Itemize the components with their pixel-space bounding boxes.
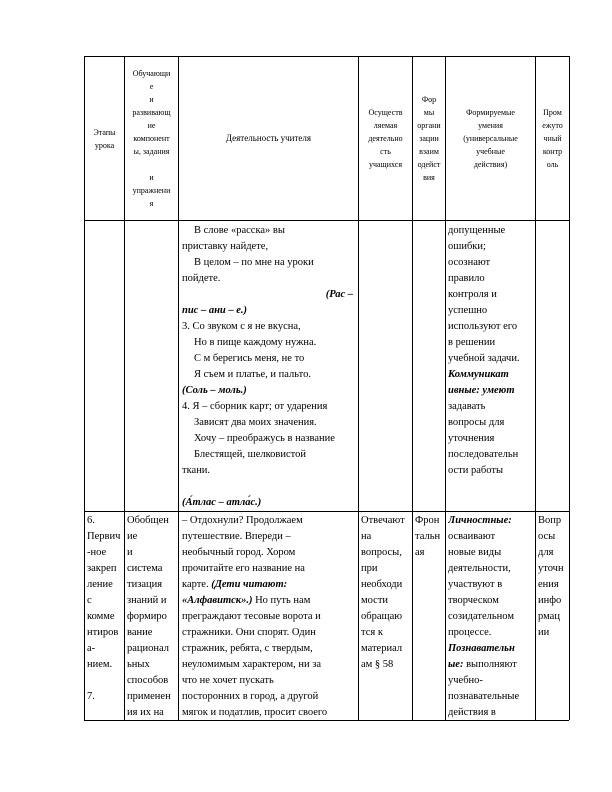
- text-line: [87, 673, 124, 689]
- text-line: упражнени: [132, 186, 171, 195]
- text-line: а-: [87, 643, 96, 654]
- row2-material: [127, 513, 178, 720]
- text-line: нием.: [87, 659, 113, 670]
- text-line: [132, 158, 170, 171]
- text-line: творческом: [448, 595, 499, 606]
- text-line: В целом – по мне на уроки: [194, 257, 314, 268]
- text-line: знаний и: [127, 595, 167, 606]
- text-line: комме: [87, 611, 115, 622]
- text-line: Формируемые: [466, 108, 515, 117]
- text-line: что не хочет пускать: [182, 675, 274, 686]
- text-line: стражники. Они спорят. Один: [182, 627, 316, 638]
- text-line: ошибки;: [448, 241, 486, 252]
- text-line: стражник, ребята, с твердым,: [182, 643, 313, 654]
- header-stage: [85, 57, 124, 220]
- text-line: действия в: [448, 707, 496, 718]
- text-line: правило: [448, 273, 485, 284]
- text-line: Вопр: [538, 515, 562, 526]
- text-line: ости работы: [448, 465, 504, 476]
- header-material: [125, 57, 178, 220]
- text-line: В слове «расска» вы: [194, 225, 285, 236]
- text-line: оль: [546, 160, 559, 169]
- text-line: развивающ: [132, 108, 171, 117]
- text-line: 7.: [87, 691, 95, 702]
- text-line: в решении: [448, 337, 496, 348]
- text-line: тся к: [361, 627, 383, 638]
- text-line: действия): [473, 160, 508, 169]
- text-line: одейст: [417, 160, 441, 169]
- text-line: чный: [543, 134, 562, 143]
- text-line: рмац: [538, 611, 560, 622]
- text-line: органи: [417, 121, 441, 130]
- text-line: нтиров: [87, 627, 119, 638]
- text-line: Коммуникат: [448, 369, 509, 380]
- text-line: Блестящей, шелковистой: [194, 449, 306, 460]
- text-line: вия: [423, 173, 435, 182]
- text-line: Фор: [421, 95, 437, 104]
- text-line: Отвечают: [361, 515, 405, 526]
- text-line: тальн: [415, 531, 441, 542]
- text-line: ивные: умеют: [448, 385, 515, 396]
- text-line: Зависят два моих значения.: [194, 417, 317, 428]
- row2-forms: [415, 513, 445, 720]
- text-line: учащихся: [368, 160, 402, 169]
- text-line: С м берегись меня, не то: [194, 353, 305, 364]
- text-line: ие: [147, 121, 156, 130]
- text-line: на: [361, 531, 372, 542]
- text-line: закреп: [87, 563, 117, 574]
- text-line: Первич: [87, 531, 121, 542]
- text-line: осознают: [448, 257, 491, 268]
- text-line: преграждают тесовые ворота и: [182, 611, 321, 622]
- row2-stage: [87, 513, 124, 720]
- text-line: инфо: [538, 595, 562, 606]
- text-line: учебно-: [448, 675, 483, 686]
- text-line: успешно: [448, 305, 488, 316]
- text-line: процессе.: [448, 627, 492, 638]
- text-line: ьных: [127, 659, 150, 670]
- text-line: применен: [127, 691, 171, 702]
- text-line: вопросы,: [361, 547, 402, 558]
- text-line: неуломимым характером, ни за: [182, 659, 322, 670]
- text-line: ляемая: [373, 121, 398, 130]
- text-line: контр: [542, 147, 563, 156]
- text-line: познавательные: [448, 691, 520, 702]
- text-line: путешествие. Впереди –: [182, 531, 291, 542]
- text-line: ия их на: [127, 707, 164, 718]
- text-line: Обучающи: [132, 69, 171, 78]
- text-line: и: [149, 173, 154, 182]
- text-line: новые виды: [448, 547, 502, 558]
- text-line: «Алфавитск».) Но путь нам: [182, 595, 311, 606]
- header-skills: [446, 57, 535, 220]
- text-line: Но в пище каждому нужна.: [194, 337, 317, 348]
- text-line: 3. Со звуком с я не вкусна,: [182, 321, 301, 332]
- text-line: Пром: [543, 108, 562, 117]
- text-line: ения: [538, 579, 559, 590]
- text-line: компонент: [133, 134, 170, 143]
- row2-teacher-activity: [182, 513, 358, 720]
- text-line: с: [87, 595, 92, 606]
- text-line: система: [127, 563, 163, 574]
- text-line: контроля и: [448, 289, 497, 300]
- text-line: ткани.: [182, 465, 211, 476]
- text-line: Обобщен: [127, 515, 169, 526]
- text-line: необычный город. Хором: [182, 547, 296, 558]
- text-line: способов: [127, 675, 169, 686]
- text-line: сть: [380, 147, 391, 156]
- row2-control: [538, 513, 569, 720]
- text-line: Фрон: [415, 515, 440, 526]
- text-line: используют его: [448, 321, 518, 332]
- text-line: прочитайте его название на: [182, 563, 305, 574]
- text-line: (Рас –: [325, 289, 353, 300]
- text-line: рационал: [127, 643, 170, 654]
- text-line: формиро: [127, 611, 167, 622]
- text-line: ые: выполняют: [448, 659, 517, 670]
- text-line: взаим: [419, 147, 439, 156]
- text-line: учебные: [476, 147, 505, 156]
- header-teacher: [179, 57, 358, 220]
- text-line: урока: [94, 140, 115, 150]
- text-line: ление: [87, 579, 113, 590]
- text-line: необходи: [361, 579, 403, 590]
- row2-skills: [448, 513, 535, 720]
- text-line: осваивают: [448, 531, 496, 542]
- text-line: пис – ани – е.): [182, 305, 248, 316]
- text-line: деятельно: [368, 134, 403, 143]
- text-line: Личностные:: [448, 515, 512, 526]
- text-line: посторонних в город, а другой: [182, 691, 319, 702]
- text-line: Этапы: [93, 127, 116, 137]
- text-line: осы: [538, 531, 556, 542]
- text-line: пойдете.: [182, 273, 221, 284]
- grid-line: [84, 720, 569, 721]
- row2-student-activity: [361, 513, 412, 720]
- text-line: и: [127, 547, 133, 558]
- text-line: приставку найдете,: [182, 241, 269, 252]
- text-line: я: [149, 199, 154, 208]
- text-line: последовательн: [448, 449, 519, 460]
- text-line: учебной задачи.: [448, 353, 520, 364]
- text-line: [182, 479, 357, 495]
- text-line: Деятельность учителя: [225, 133, 312, 143]
- row1-teacher-activity: [182, 223, 357, 511]
- text-line: допущенные: [448, 225, 506, 236]
- text-line: для: [538, 547, 554, 558]
- text-line: и: [149, 95, 154, 104]
- text-line: ии: [538, 627, 550, 638]
- text-line: 4. Я – сборник карт; от ударения: [182, 401, 328, 412]
- text-line: ы, задания: [133, 147, 170, 156]
- text-line: обращаю: [361, 611, 403, 622]
- text-line: созидательном: [448, 611, 514, 622]
- text-line: тизация: [127, 579, 163, 590]
- text-line: ам § 58: [361, 659, 394, 670]
- text-line: 6.: [87, 515, 95, 526]
- text-line: (Соль – моль.): [182, 385, 247, 396]
- header-forms: [413, 57, 445, 220]
- grid-line: [569, 56, 570, 720]
- text-line: зации: [419, 134, 439, 143]
- text-line: Осуществ: [368, 108, 403, 117]
- text-line: материал: [361, 643, 403, 654]
- text-line: уточн: [538, 563, 564, 574]
- text-line: ая: [415, 547, 425, 558]
- text-line: уточнения: [448, 433, 495, 444]
- text-line: -ное: [87, 547, 107, 558]
- text-line: мы: [423, 108, 435, 117]
- text-line: е: [149, 82, 154, 91]
- text-line: (А́тлас – атла́с.): [182, 497, 262, 508]
- text-line: Хочу – преображусь в название: [194, 433, 335, 444]
- text-line: мости: [361, 595, 389, 606]
- text-line: задавать: [448, 401, 486, 412]
- grid-line: [84, 511, 569, 512]
- text-line: вание: [127, 627, 153, 638]
- text-line: (универсальные: [463, 134, 518, 143]
- text-line: вопросы для: [448, 417, 505, 428]
- header-control: [536, 57, 569, 220]
- text-line: Познавательн: [448, 643, 515, 654]
- text-line: Я съем и платье, и пальто.: [194, 369, 311, 380]
- header-student: [359, 57, 412, 220]
- text-line: участвуют в: [448, 579, 503, 590]
- text-line: мягок и податлив, просит своего: [182, 707, 328, 718]
- grid-line: [84, 220, 569, 221]
- text-line: при: [361, 563, 378, 574]
- text-line: умения: [478, 121, 503, 130]
- text-line: – Отдохнули? Продолжаем: [182, 515, 303, 526]
- text-line: ие: [127, 531, 138, 542]
- text-line: деятельности,: [448, 563, 511, 574]
- row1-skills: [448, 223, 535, 511]
- text-line: карте. (Дети читают:: [182, 579, 288, 590]
- text-line: ежуто: [542, 121, 563, 130]
